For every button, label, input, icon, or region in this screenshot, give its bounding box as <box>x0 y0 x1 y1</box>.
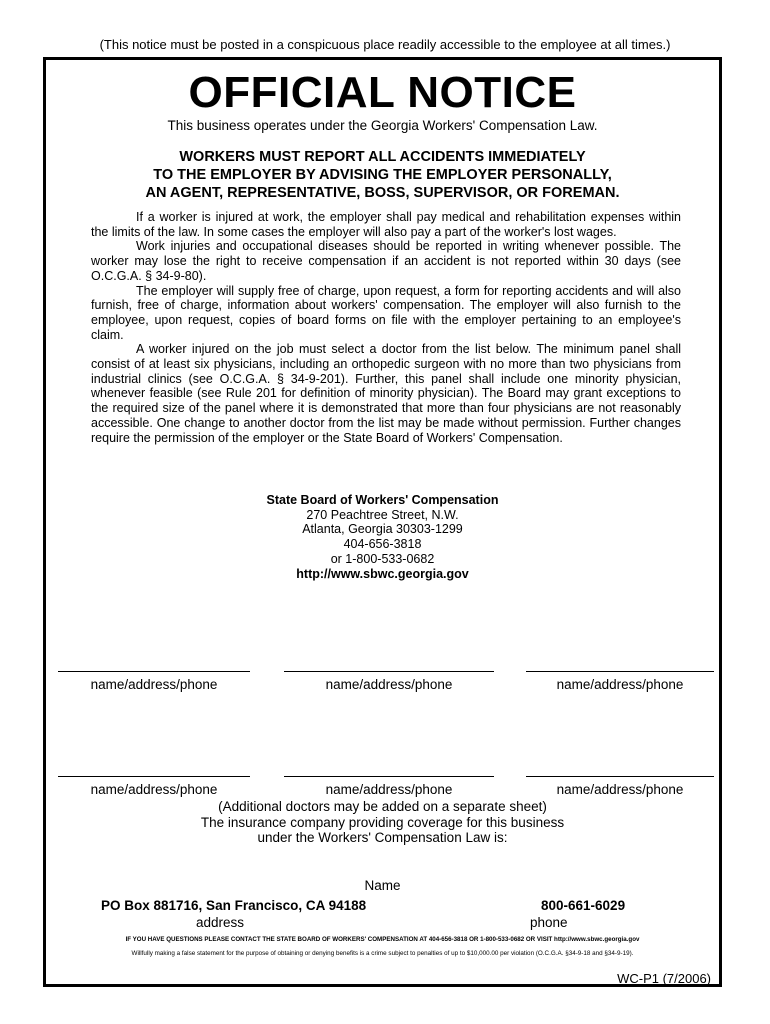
penalty-warning: Willfully making a false statement for the purpose of obtaining or denying benefits is a crime subject to penalties of up to $10,000.00 per violation (O.C.G.A. §34-9-18 and §34-9-19). <box>131 950 634 957</box>
notice-frame <box>43 57 722 987</box>
agency-city: Atlanta, Georgia 30303-1299 <box>302 522 463 537</box>
additional-note-line: The insurance company providing coverage for this business <box>200 814 565 830</box>
form-identifier: WC-P1 (7/2006) <box>617 971 711 986</box>
physician-slot <box>526 776 714 797</box>
signature-line <box>284 671 494 672</box>
body-paragraph: If a worker is injured at work, the employer shall pay medical and rehabilitation expenses within the limits of the law. In some cases the employer will also pay a part of the worker's lost wages. <box>91 210 681 239</box>
insurer-phone-label: phone <box>530 915 568 930</box>
physician-slot-label: name/address/phone <box>556 677 684 692</box>
physician-slot <box>58 671 250 692</box>
body-paragraph: Work injuries and occupational diseases should be reported in writing whenever possible. The worker may lose the right to receive compensation if an accident is not reported within 30 days (see O.C.G.A. § 34-9-80). <box>91 239 681 283</box>
physician-slot-label: name/address/phone <box>90 782 218 797</box>
notice-title: OFFICIAL NOTICE <box>188 68 577 117</box>
headline-line: TO THE EMPLOYER BY ADVISING THE EMPLOYER PERSONALLY, <box>153 167 612 183</box>
insurer-phone: 800-661-6029 <box>541 898 626 913</box>
posting-note: (This notice must be posted in a conspicuous place readily accessible to the employee at all times.) <box>99 37 671 52</box>
signature-line <box>58 776 250 777</box>
insurer-address: PO Box 881716, San Francisco, CA 94188 <box>101 898 367 913</box>
body-paragraph: The employer will supply free of charge, upon request, a form for reporting accidents and will also furnish, free of charge, information about workers' compensation. The employer will also furnish to the employee, upon request, copies of board forms on file with the employer pertaining to an employee's claim. <box>91 283 681 342</box>
physician-slot-label: name/address/phone <box>556 782 684 797</box>
physician-slot <box>284 776 494 797</box>
additional-note-line: (Additional doctors may be added on a separate sheet) <box>218 799 547 814</box>
physician-slot <box>284 671 494 692</box>
agency-phone: 404-656-3818 <box>343 537 422 552</box>
physician-slot-label: name/address/phone <box>325 677 453 692</box>
agency-name: State Board of Workers' Compensation <box>266 493 499 507</box>
agency-website: http://www.sbwc.georgia.gov <box>296 566 469 581</box>
notice-body <box>91 210 681 445</box>
signature-line <box>526 776 714 777</box>
notice-subtitle: This business operates under the Georgia Workers' Compensation Law. <box>167 118 598 133</box>
physician-slot <box>526 671 714 692</box>
body-paragraph: A worker injured on the job must select a doctor from the list below. The minimum panel shall consist of at least six physicians, including an orthopedic surgeon with no more than two physicians from industrial clinics (see O.C.G.A. § 34-9-201). Further, this panel shall include one minority physician, whenever feasible (see Rule 201 for definition of minority physician). The Board may grant exceptions to the required size of the panel where it is demonstrated that more than four physicians are not reasonably accessible. One change to another doctor from the list may be made without permission. Further changes require the permission of the employer or the State Board of Workers' Compensation. <box>91 342 681 445</box>
insurer-address-label: address <box>196 915 245 930</box>
additional-note-line: under the Workers' Compensation Law is: <box>257 830 508 845</box>
reporting-headline <box>46 148 719 202</box>
signature-line <box>58 671 250 672</box>
signature-line <box>526 671 714 672</box>
headline-line: WORKERS MUST REPORT ALL ACCIDENTS IMMEDIATELY <box>179 149 586 165</box>
physician-slot-label: name/address/phone <box>90 677 218 692</box>
agency-tollfree: or 1-800-533-0682 <box>330 551 435 566</box>
contact-line: IF YOU HAVE QUESTIONS PLEASE CONTACT THE STATE BOARD OF WORKERS' COMPENSATION AT 404-656-3818 OR 1-800-533-0682 OR VISIT http://www.sbwc.georgia.gov <box>125 936 640 943</box>
agency-contact-block <box>46 493 719 581</box>
headline-line: AN AGENT, REPRESENTATIVE, BOSS, SUPERVISOR, OR FOREMAN. <box>145 185 620 201</box>
insurer-name-label: Name <box>364 878 401 893</box>
additional-doctors-note <box>46 799 719 846</box>
signature-line <box>284 776 494 777</box>
physician-slot <box>58 776 250 797</box>
agency-street: 270 Peachtree Street, N.W. <box>306 507 459 522</box>
physician-slot-label: name/address/phone <box>325 782 453 797</box>
